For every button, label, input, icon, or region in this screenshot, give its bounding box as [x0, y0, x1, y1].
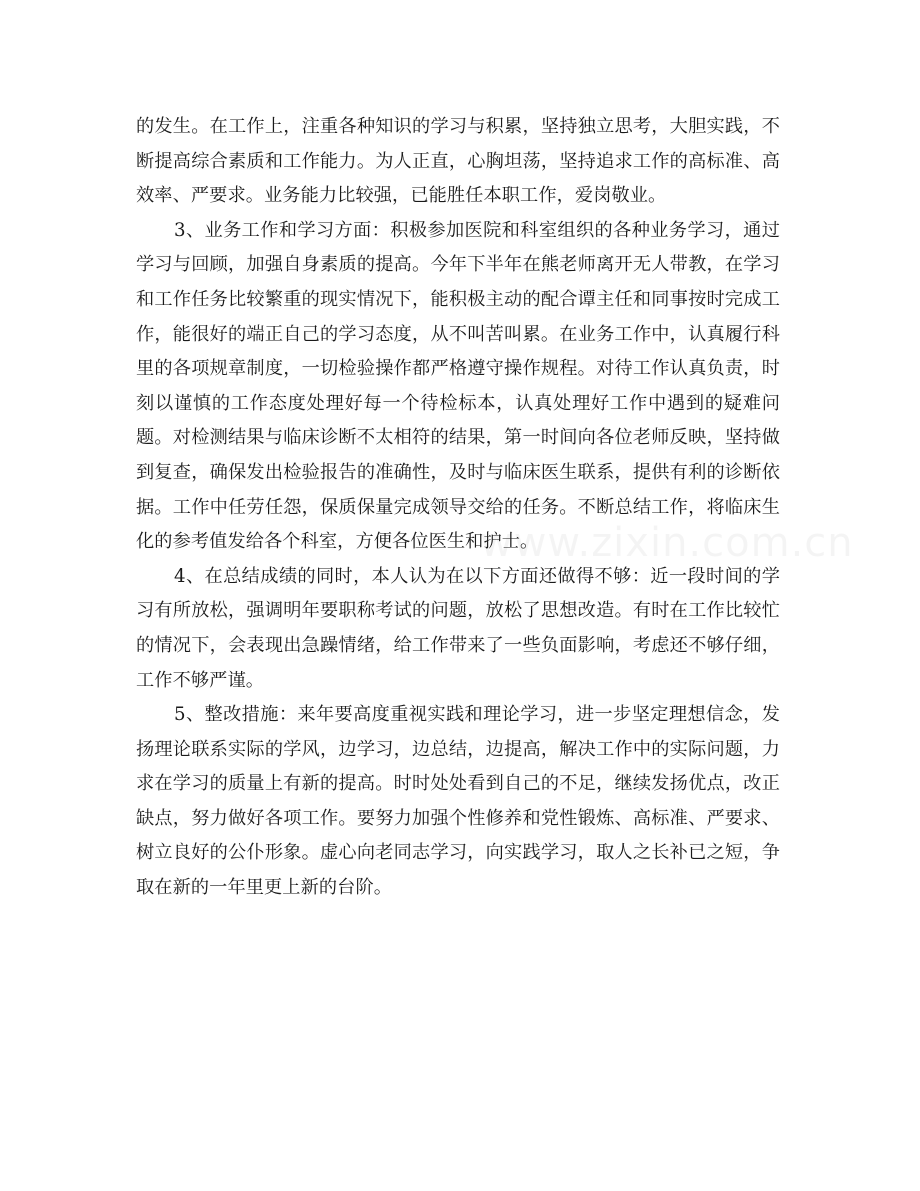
paragraph-2: 3、业务工作和学习方面：积极参加医院和科室组织的各种业务学习，通过学习与回顾，加强自身素质的提高。今年下半年在熊老师离开无人带教，在学习和工作任务比较繁重的现实情况下，能积极主动的配合谭主任和同事按时完成工作，能很好的端正自己的学习态度，从不叫苦叫累。在业务工作中，认真履行科里的各项规章制度，一切检验操作都严格遵守操作规程。对待工作认真负责，时刻以谨慎的工作态度处理好每一个待检标本，认真处理好工作中遇到的疑难问题。对检测结果与临床诊断不太相符的结果，第一时间向各位老师反映，坚持做到复查，确保发出检验报告的准确性，及时与临床医生联系，提供有利的诊断依据。工作中任劳任怨，保质保量完成领导交给的任务。不断总结工作，将临床生化的参考值发给各个科室，方便各位医生和护士。 — [136, 219, 780, 553]
paragraph-1: 的发生。在工作上，注重各种知识的学习与积累，坚持独立思考，大胆实践，不断提高综合素质和工作能力。为人正直，心胸坦荡，坚持追求工作的高标准、高效率、严要求。业务能力比较强，已能胜任本职工作，爱岗敬业。 — [136, 116, 780, 207]
document-body — [136, 110, 780, 906]
paragraph-3: 4、在总结成绩的同时，本人认为在以下方面还做得不够：近一段时间的学习有所放松，强调明年要职称考试的问题，放松了思想改造。有时在工作比较忙的情况下，会表现出急躁情绪，给工作带来了一些负面影响，考虑还不够仔细，工作不够严谨。 — [136, 565, 780, 691]
paragraph-4: 5、整改措施：来年要高度重视实践和理论学习，进一步坚定理想信念，发扬理论联系实际的学风，边学习，边总结，边提高，解决工作中的实际问题，力求在学习的质量上有新的提高。时时处处看到自己的不足，继续发扬优点，改正缺点，努力做好各项工作。要努力加强个性修养和党性锻炼、高标准、严要求、树立良好的公仆形象。虚心向老同志学习，向实践学习，取人之长补已之短，争取在新的一年里更上新的台阶。 — [136, 704, 780, 899]
